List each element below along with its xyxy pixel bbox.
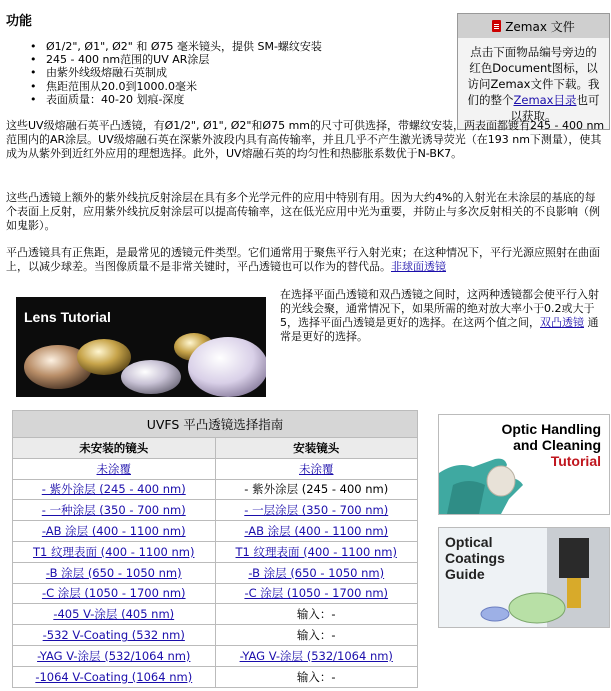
table-cell <box>13 583 216 604</box>
zemax-files-box <box>457 13 610 130</box>
zemax-header <box>458 14 609 38</box>
feature-item: • 表面质量：40-20 划痕-深度 <box>26 93 436 106</box>
card2-line1: Optical <box>445 534 493 550</box>
plano-convex-paragraph <box>6 246 606 274</box>
table-row <box>13 458 418 479</box>
biconvex-lens-link[interactable]: 双凸透镜 <box>540 316 584 329</box>
card1-line1: Optic Handling <box>501 421 601 437</box>
table-cell <box>215 521 418 542</box>
lens-choice-text: 在选择平面凸透镜和双凸透镜之间时，这两种透镜都会使平行入射的光线会聚，通常情况下，如果所需的绝对放大率小于0.2或大于5，选择平面凸透镜是更好的选择。在这两个值之间， <box>280 288 599 329</box>
product-link[interactable]: -532 V-Coating (532 nm) <box>42 628 185 643</box>
column-header: 安装镜头 <box>215 438 418 459</box>
table-row <box>13 645 418 666</box>
card2-line3: Guide <box>445 566 485 582</box>
product-link[interactable]: T1 纹理表面 (400 - 1100 nm) <box>33 544 195 559</box>
zemax-catalog-link[interactable]: Zemax目录 <box>513 93 577 107</box>
product-link[interactable]: -B 涂层 (650 - 1050 nm) <box>248 565 385 580</box>
column-header: 未安装的镜头 <box>13 438 216 459</box>
cell-text: - 紫外涂层 (245 - 400 nm) <box>244 482 389 497</box>
table-cell <box>215 583 418 604</box>
lens-tutorial-label: Lens Tutorial <box>24 309 111 325</box>
card1-line2: and Cleaning <box>513 437 601 453</box>
table-cell <box>13 562 216 583</box>
table-cell <box>13 458 216 479</box>
table-cell <box>13 541 216 562</box>
product-link[interactable]: -YAG V-涂层 (532/1064 nm) <box>239 648 393 663</box>
product-link[interactable]: 未涂覆 <box>299 461 334 476</box>
table-row <box>13 500 418 521</box>
product-link[interactable]: - 一层涂层 (350 - 700 nm) <box>244 503 389 518</box>
product-link[interactable]: - 紫外涂层 (245 - 400 nm) <box>41 482 186 497</box>
product-link[interactable]: -1064 V-Coating (1064 nm) <box>35 669 193 684</box>
product-link[interactable]: T1 纹理表面 (400 - 1100 nm) <box>235 544 397 559</box>
feature-item: • 焦距范围从20.0到1000.0毫米 <box>26 80 436 93</box>
table-cell <box>13 604 216 625</box>
product-link[interactable]: -C 涂层 (1050 - 1700 nm) <box>41 586 186 601</box>
product-link[interactable]: -AB 涂层 (400 - 1100 nm) <box>41 524 186 539</box>
table-cell <box>13 479 216 500</box>
table-row <box>13 521 418 542</box>
zemax-description <box>458 38 609 130</box>
optical-coatings-guide-card[interactable] <box>438 527 610 628</box>
lens-tutorial-banner[interactable] <box>16 297 266 397</box>
optic-handling-tutorial-card[interactable] <box>438 414 610 515</box>
lens-choice-paragraph <box>280 288 608 344</box>
table-cell <box>215 666 418 687</box>
product-link[interactable]: -YAG V-涂层 (532/1064 nm) <box>37 648 191 663</box>
card2-line2: Coatings <box>445 550 505 566</box>
feature-item: • 245 - 400 nm范围的UV AR涂层 <box>26 53 436 66</box>
table-row <box>13 562 418 583</box>
feature-item: • 由紫外线级熔融石英制成 <box>26 66 436 79</box>
card1-line3: Tutorial <box>550 453 601 469</box>
table-cell <box>215 562 418 583</box>
table-row <box>13 625 418 646</box>
lens-choice-text-after: 通常是更好的选择。 <box>280 316 599 343</box>
product-link[interactable]: -B 涂层 (650 - 1050 nm) <box>45 565 182 580</box>
table-row <box>13 666 418 687</box>
feature-list <box>26 40 436 106</box>
feature-item: • Ø1/2", Ø1", Ø2" 和 Ø75 毫米镜头，提供 SM-螺纹安装 <box>26 40 436 53</box>
description-paragraph: 这些UV级熔融石英平凸透镜，有Ø1/2", Ø1", Ø2"和Ø75 mm的尺寸可供选择，带螺纹安装，两表面都镀有245 - 400 nm范围内的AR涂层。UV级熔融石英在深紫外波段内具有高传输率，并且几乎不产生激光诱导荧光（在193 nm下测量），使其成为从紫外到近红外应用的理想选择。此外，UV熔融石英的均匀性和热膨胀系数优于N-BK7。 <box>6 119 605 160</box>
table-cell <box>215 645 418 666</box>
table-cell <box>13 500 216 521</box>
product-link[interactable]: 未涂覆 <box>96 461 131 476</box>
product-link[interactable]: -C 涂层 (1050 - 1700 nm) <box>244 586 389 601</box>
selection-guide-table <box>12 410 418 688</box>
product-link[interactable]: -AB 涂层 (400 - 1100 nm) <box>244 524 389 539</box>
cell-text: 输入：- <box>296 607 336 622</box>
table-cell <box>215 541 418 562</box>
table-cell <box>215 458 418 479</box>
table-body <box>13 458 418 687</box>
cell-text: 输入：- <box>296 628 336 643</box>
table-cell <box>215 625 418 646</box>
table-cell <box>215 479 418 500</box>
table-row <box>13 604 418 625</box>
zemax-text: 点击下面物品编号旁边的红色Document图标，以访问Zemax文件下载。我们的整个 <box>467 45 600 107</box>
table-row <box>13 479 418 500</box>
aspheric-lens-link[interactable]: 非球面透镜 <box>391 260 446 273</box>
zemax-title: Zemax 文件 <box>505 19 575 34</box>
document-icon <box>492 20 501 32</box>
table-cell <box>215 604 418 625</box>
table-cell <box>13 521 216 542</box>
table-cell <box>13 645 216 666</box>
zemax-text-after: 也可以获取。 <box>510 93 600 123</box>
coating-paragraph: 这些凸透镜上额外的紫外线抗反射涂层在具有多个光学元件的应用中特别有用。因为大约4%的入射光在未涂层的基底的每个表面上反射，应用紫外线抗反射涂层可以提高传输率，这在低光应用中光为重要，并防止与多次反射相关的不良影响（例如鬼影）。 <box>6 191 600 232</box>
product-link[interactable]: - 一种涂层 (350 - 700 nm) <box>41 503 186 518</box>
table-row <box>13 541 418 562</box>
plano-convex-text: 平凸透镜具有正焦距，是最常见的透镜元件类型。它们通常用于聚焦平行入射光束；在这种情况下，平行光源应照射在曲面上，以减少球差。当图像质量不是非常关键时，平凸透镜也可以作为的替代品。 <box>6 246 600 273</box>
table-cell <box>13 625 216 646</box>
table-caption: UVFS 平凸透镜选择指南 <box>13 411 418 438</box>
table-row <box>13 583 418 604</box>
product-link[interactable]: -405 V-涂层 (405 nm) <box>53 607 175 622</box>
cell-text: 输入：- <box>296 669 336 684</box>
section-title: 功能 <box>6 14 33 29</box>
table-cell <box>13 666 216 687</box>
table-cell <box>215 500 418 521</box>
